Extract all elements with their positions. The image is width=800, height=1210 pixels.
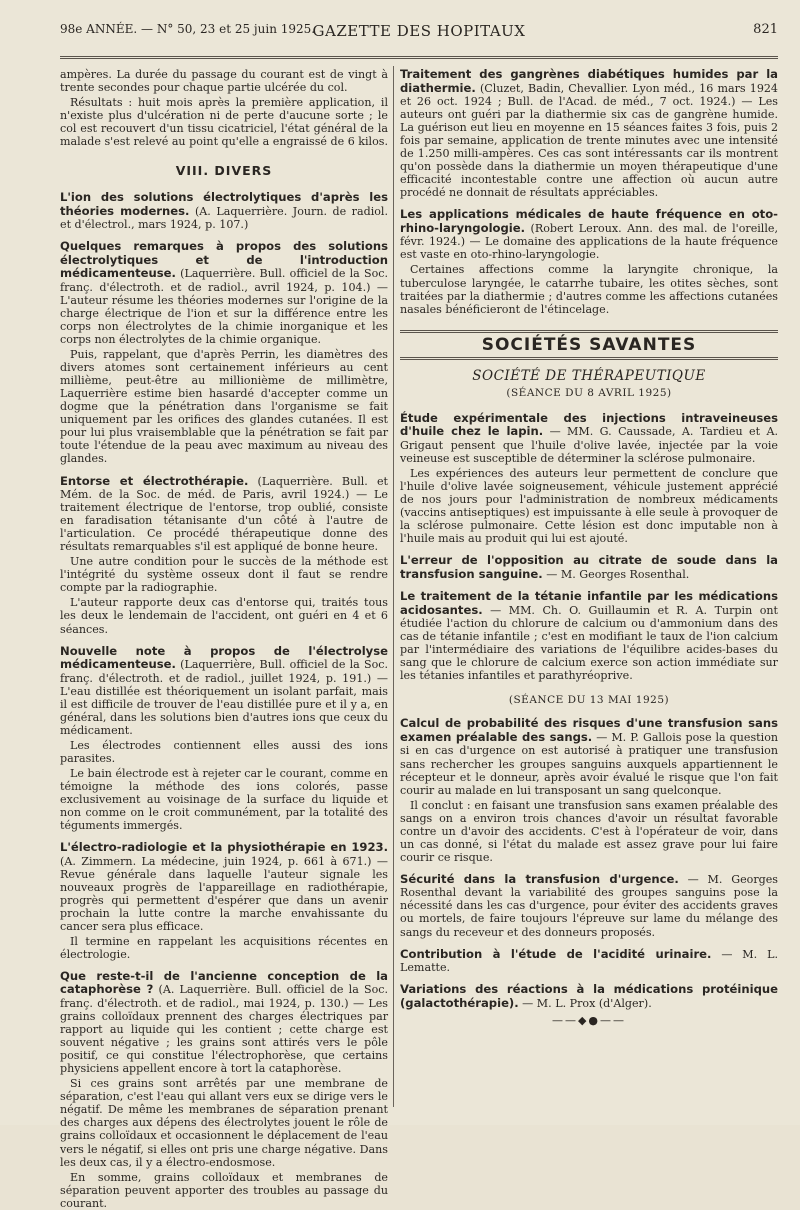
- column-divider: [393, 66, 394, 1107]
- article-reference: (Cluzet, Badin, Chevallier. Lyon méd., 16 mars 1924 et 26 oct. 1924 ; Bull. de l'Acad. de méd., 7 oct. 1924.): [400, 81, 778, 108]
- article-title: Étude expérimentale des injections intraveineuses d'huile chez le lapin.: [400, 410, 778, 439]
- article-title: Contribution à l'étude de l'acidité urinaire.: [400, 946, 712, 961]
- article-title: L'ion des solutions électrolytiques d'après les théories modernes.: [60, 190, 388, 218]
- article-title: L'électro-radiologie et la physiothérapie en 1923.: [60, 840, 388, 855]
- article-reference: (A. Laquerrière. Journ. de radiol. et d'électrol., mars 1924, p. 107.): [60, 204, 388, 232]
- article-reference: — MM. Ch. O. Guillaumin et R. A. Turpin: [490, 603, 753, 617]
- section-banner: SOCIÉTÉS SAVANTES: [400, 330, 778, 360]
- article-reference: (A. Zimmern. La médecine, juin 1924, p. 661 à 671.): [60, 854, 372, 868]
- article-title: Quelques remarques à propos des solutions électrolytiques et de l'introduction médicamenteuse.: [60, 239, 388, 281]
- article-entry: [60, 645, 388, 833]
- article-entry: [60, 841, 388, 961]
- journal-title: GAZETTE DES HOPITAUX: [312, 22, 526, 40]
- article-reference: — M. L. Prox (d'Alger).: [522, 996, 652, 1010]
- article-entry: [400, 590, 778, 682]
- article-text: pose la question si en cas d'urgence on est autorisé à pratiquer une transfusion sans rechercher les groupes sanguins auxquels appartiennent le récepteur et le donneur, après avoir évalué le risque que l'on fait courir au malade en lui transposant un sang quelconque.: [400, 730, 779, 797]
- article-title: L'erreur de l'opposition au citrate de soude dans la transfusion sanguine.: [400, 553, 778, 581]
- paragraph: Les électrodes contiennent elles aussi des ions parasites.: [60, 738, 388, 765]
- article-text: — L'eau distillée est théoriquement un isolant parfait, mais il est difficile de trouver de l'eau distillée pure et il y a, en général, dans les solutions bien d'autres ions que ceux du médicament.: [60, 671, 388, 737]
- page-header: [60, 22, 778, 52]
- article-text: pensent que l'huile d'olive lavée, injectée par la voie veineuse est susceptible de déterminer la sclérose pulmonaire.: [400, 438, 778, 465]
- tailpiece-ornament: ——◆●——: [551, 1014, 627, 1028]
- article-entry: [400, 948, 778, 975]
- article-entry: [400, 717, 778, 863]
- article-reference: (Robert Leroux. Ann. des mal. de l'oreille, févr. 1924.): [400, 221, 778, 249]
- article-title: Les applications médicales de haute fréquence en oto-rhino-laryngologie.: [400, 207, 778, 235]
- paragraph: En somme, grains colloïdaux et membranes de séparation peuvent apporter des troubles au passage du courant.: [60, 1170, 388, 1210]
- article-entry: [400, 68, 778, 199]
- article-entry: [60, 475, 388, 636]
- article-reference: — M. Georges Rosenthal.: [546, 567, 690, 581]
- article-title: Le traitement de la tétanie infantile par les médications acidosantes.: [400, 589, 778, 617]
- article-text: — Revue générale dans laquelle l'auteur signale les nouveaux progrès de l'appareillage en radiothérapie, progrès qui permettent d'espérer que dans un avenir prochain la lutte contre la marche envahissante du cancer sera plus efficace.: [60, 854, 388, 933]
- paragraph: Les expériences des auteurs leur permettent de conclure que l'huile d'olive lavée soigneusement, véhicule justement apprécié de nos jours pour l'administration de nombreux médicaments (vaccins antiseptiques) est impuissante à elle seule à provoquer de la sclérose pulmonaire. Cette lésion est donc imputable non à l'huile mais au produit qui lui est ajouté.: [400, 466, 778, 546]
- article-entry: [60, 970, 388, 1210]
- article-entry: [400, 412, 778, 545]
- article-reference: (Laquerrière, Bull. officiel de la Soc. franç. d'électroth. et de radiol., juillet 1924, p. 191.): [60, 658, 388, 685]
- paragraph: L'auteur rapporte deux cas d'entorse qui, traités tous les deux le lendemain de l'accident, ont guéri en 4 et 6 séances.: [60, 596, 388, 636]
- session-date: (SÉANCE DU 13 MAI 1925): [508, 694, 670, 707]
- article-title: Variations des réactions à la médications protéinique (galactothérapie).: [400, 982, 778, 1010]
- article-text: — Le domaine des applications de la haute fréquence est vaste en oto-rhino-laryngologie.: [400, 235, 778, 262]
- article-entry: [400, 983, 778, 1010]
- article-reference: (A. Laquerrière. Bull. officiel de la Soc. franç. d'électroth. et de radiol., mai 1924, p. 130.): [60, 983, 389, 1010]
- paragraph: Certaines affections comme la laryngite chronique, la tuberculose laryngée, le catarrhe tubaire, les otites sèches, sont traitées par la diathermie ; d'autres comme les affections cutanées nasales bénéficieront de l'étincelage.: [400, 263, 778, 316]
- society-heading: SOCIÉTÉ DE THÉRAPEUTIQUE: [472, 367, 706, 384]
- article-entry: [400, 873, 778, 939]
- article-title: Nouvelle note à propos de l'électrolyse médicamenteuse.: [60, 643, 388, 672]
- article-reference: — M. L. Lematte.: [400, 947, 778, 975]
- right-column: [400, 68, 778, 1113]
- article-reference: — M. Georges Rosenthal: [400, 872, 778, 900]
- paragraph: Il termine en rappelant les acquisitions récentes en électrologie.: [60, 934, 388, 961]
- section-heading: VIII. DIVERS: [175, 163, 273, 179]
- article-entry: [60, 240, 388, 465]
- article-entry: [400, 208, 778, 315]
- session-date: (SÉANCE DU 8 AVRIL 1925): [506, 386, 672, 399]
- paragraph: Le bain électrode est à rejeter car le courant, comme en témoigne la méthode des ions colorés, passe exclusivement au voisinage de la surface du liquide et non comme on le croit communément, par la totalité des téguments immergés.: [60, 766, 388, 833]
- article-title: Entorse et électrothérapie.: [60, 473, 249, 488]
- article-entry: [60, 191, 388, 231]
- article-reference: (Laquerrière. Bull. et Mém. de la Soc. de méd. de Paris, avril 1924.): [60, 474, 388, 502]
- header-rule: [60, 56, 778, 59]
- article-title: Sécurité dans la transfusion d'urgence.: [400, 871, 679, 886]
- article-title: Traitement des gangrènes diabétiques humides par la diathermie.: [400, 67, 778, 95]
- article-text: — L'auteur résume les théories modernes sur l'origine de la charge électrique de l'ion et sur la différence entre les corps non électrolytes de la chimie inorganique et les corps non électrolytes de la chimie organique.: [60, 280, 388, 347]
- article-text: — Les auteurs ont guéri par la diathermie six cas de gangrène humide. La guérison eut lieu en moyenne en 15 séances faites 3 fois, puis 2 fois par semaine, application de trente minutes avec une intensité de 1.250 milli-ampères. Ces cas sont intéressants car ils montrent qu'on possède dans la diathermie un moyen thérapeutique d'une efficacité incontestable contre une affection où aucun autre procédé ne donnait de résultats appréciables.: [400, 95, 779, 200]
- paragraph: Une autre condition pour le succès de la méthode est l'intégrité du système osseux dont il faut se rendre compte par la radiographie.: [60, 555, 388, 595]
- article-title: Que reste-t-il de l'ancienne conception de la cataphorèse ?: [60, 968, 388, 997]
- paragraph: ampères. La durée du passage du courant est de vingt à trente secondes pour chaque partie ulcérée du col.: [60, 68, 388, 95]
- article-text: devant la variabilité des groupes sanguins pose la nécessité dans les cas d'urgence, pour éviter des accidents graves ou mortels, de faire toujours l'épreuve sur lame du mélange des sangs du receveur et des donneurs proposés.: [400, 886, 778, 939]
- left-column: [60, 68, 389, 1210]
- article-reference: — M. P. Gallois: [596, 730, 682, 744]
- page-number: 821: [753, 22, 778, 37]
- paragraph: Résultats : huit mois après la première application, il n'existe plus d'ulcération ni de perte d'aucune sorte ; le col est recouvert d'un tissu cicatriciel, l'état général de la malade s'est relevé au point qu'elle a engraissé de 6 kilos.: [60, 96, 388, 149]
- article-title: Calcul de probabilité des risques d'une transfusion sans examen préalable des sangs.: [400, 716, 778, 744]
- article-reference: (Laquerrière. Bull. officiel de la Soc. franç. d'électroth. et de radiol., avril 1924, p. 104.): [60, 267, 388, 294]
- article-text: — Les grains colloïdaux prennent des charges électriques par rapport au liquide qui les contient ; cette charge est souvent négative ; les grains sont attirés vers le pôle positif, ce qui constitue l'électrophorèse, que certains physiciens appellent encore à tort la cataphorèse.: [60, 996, 388, 1076]
- article-text: — Le traitement électrique de l'entorse, trop oublié, consiste en faradisation tétanisante d'un côté à l'autre de l'articulation. Ce procédé thérapeutique donne des résultats remarquables s'il est appliqué de bonne heure.: [60, 488, 388, 554]
- paragraph: Si ces grains sont arrêtés par une membrane de séparation, c'est l'eau qui allant vers eux se dirige vers le négatif. De même les membranes de séparation prenant des charges aux dépens des électrolytes jouent le rôle de grains colloïdaux et occasionnent le déplacement de l'eau vers le négatif, si elles ont pris une charge négative. Dans les deux cas, il y a électro-endosmose.: [60, 1077, 388, 1169]
- article-reference: — MM. G. Caussade, A. Tardieu et A. Grigaut: [400, 425, 778, 452]
- article-text: ont étudiée l'action du chlorure de calcium ou d'ammonium dans des cas de tétanie infantile ; c'est en modifiant le taux de l'ion calcium par l'intermédiaire des variations de l'équilibre acides-bases du sang que le chlorure de calcium exerce son action immédiate sur les tétanies infantiles et parathyréoprive.: [400, 603, 779, 683]
- paragraph: Il conclut : en faisant une transfusion sans examen préalable des sangs on a environ trois chances d'avoir un résultat favorable contre un d'avoir des accidents. C'est à l'opérateur de voir, dans un cas donné, si l'état du malade est assez grave pour lui faire courir ce risque.: [400, 798, 778, 864]
- article-entry: [400, 554, 778, 581]
- paragraph: Puis, rappelant, que d'après Perrin, les diamètres des divers atomes sont certainement inférieurs au cent millième, peut-être au millionième de millimètre, Laquerrière estime bien hasardé d'accepter comme un dogme que la pénétration dans l'organisme se fait uniquement par les orifices des glandes cutanées. Il est pour lui plus vraisemblable que la pénétration se fait par toute l'étendue de la peau avec maximum au niveau des glandes.: [60, 348, 388, 466]
- issue-info: 98e ANNÉE. — N° 50, 23 et 25 juin 1925.: [60, 22, 316, 36]
